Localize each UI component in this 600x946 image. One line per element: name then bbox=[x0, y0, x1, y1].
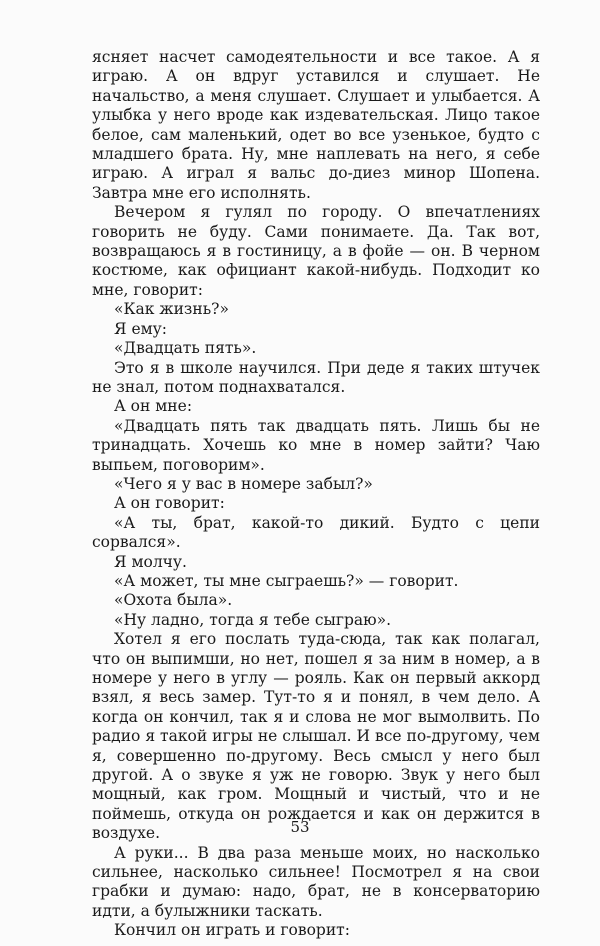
paragraph: А он говорит: bbox=[114, 494, 225, 513]
paragraph: «Двадцать пять так двадцать пять. Лишь бы не тринадцать. Хочешь ко мне в номер зайти? Чаю выпьем, поговорим». bbox=[92, 416, 540, 474]
paragraph: «А ты, брат, какой-то дикий. Будто с цепи сорвался». bbox=[92, 513, 540, 552]
paragraph: Хотел я его послать туда-сюда, так как полагал, что он выпимши, но нет, пошел я за ним в номер, а в номере у него в углу — рояль. Как он первый аккорд взял, я весь замер. Тут-то я и понял, в чем дело. А когда он кончил, так я и слова не мог вымолвить. По радио я такой игры не слышал. И все по-другому, чем я, совершенно по-другому. Весь смысл у него был другой. А о звуке я уж не говорю. Звук у него был мощный, как гром. Мощный и чистый, что и не поймешь, откуда он рождается и как он держится в воздухе. bbox=[92, 630, 540, 843]
paragraph: ясняет насчет самодеятельности и все такое. А я играю. А он вдруг уставился и слушает. Не начальство, а меня слушает. Слушает и улыбается. А улыбка у него вроде как издевательская. Лицо такое белое, сам маленький, одет во все узенькое, будто с младшего брата. Ну, мне наплевать на него, я себе играю. А играл я вальс до-диез минор Шопена. Завтра мне его исполнять. bbox=[92, 48, 540, 202]
paragraph: А руки... В два раза меньше моих, но насколько сильнее, насколько сильнее! Посмотрел я на свои грабки и думаю: надо, брат, не в консерваторию идти, а булыжники таскать. bbox=[92, 843, 540, 920]
paragraph: «Двадцать пять». bbox=[114, 339, 257, 358]
paragraph: Кончил он играть и говорит: bbox=[114, 921, 350, 940]
body-text bbox=[92, 48, 540, 941]
paragraph: «Охота была». bbox=[114, 591, 233, 610]
paragraph: Вечером я гулял по городу. О впечатлениях говорить не буду. Сами понимаете. Да. Так вот, возвращаюсь я в гостиницу, а в фойе — он. В черном костюме, как официант какой-нибудь. Подходит ко мне, говорит: bbox=[92, 203, 540, 299]
paragraph: Я ему: bbox=[114, 319, 168, 338]
paragraph: «А может, ты мне сыграешь?» — говорит. bbox=[114, 571, 459, 590]
paragraph: «Чего я у вас в номере забыл?» bbox=[114, 474, 373, 493]
paragraph: «Ну ладно, тогда я тебе сыграю». bbox=[114, 610, 392, 629]
paragraph: А он мне: bbox=[114, 397, 193, 416]
page-number: 53 bbox=[290, 818, 310, 836]
paragraph: «Как жизнь?» bbox=[114, 300, 229, 319]
paragraph: Это я в школе научился. При деде я таких штучек не знал, потом поднахватался. bbox=[92, 358, 540, 396]
paragraph: Я молчу. bbox=[114, 552, 187, 571]
